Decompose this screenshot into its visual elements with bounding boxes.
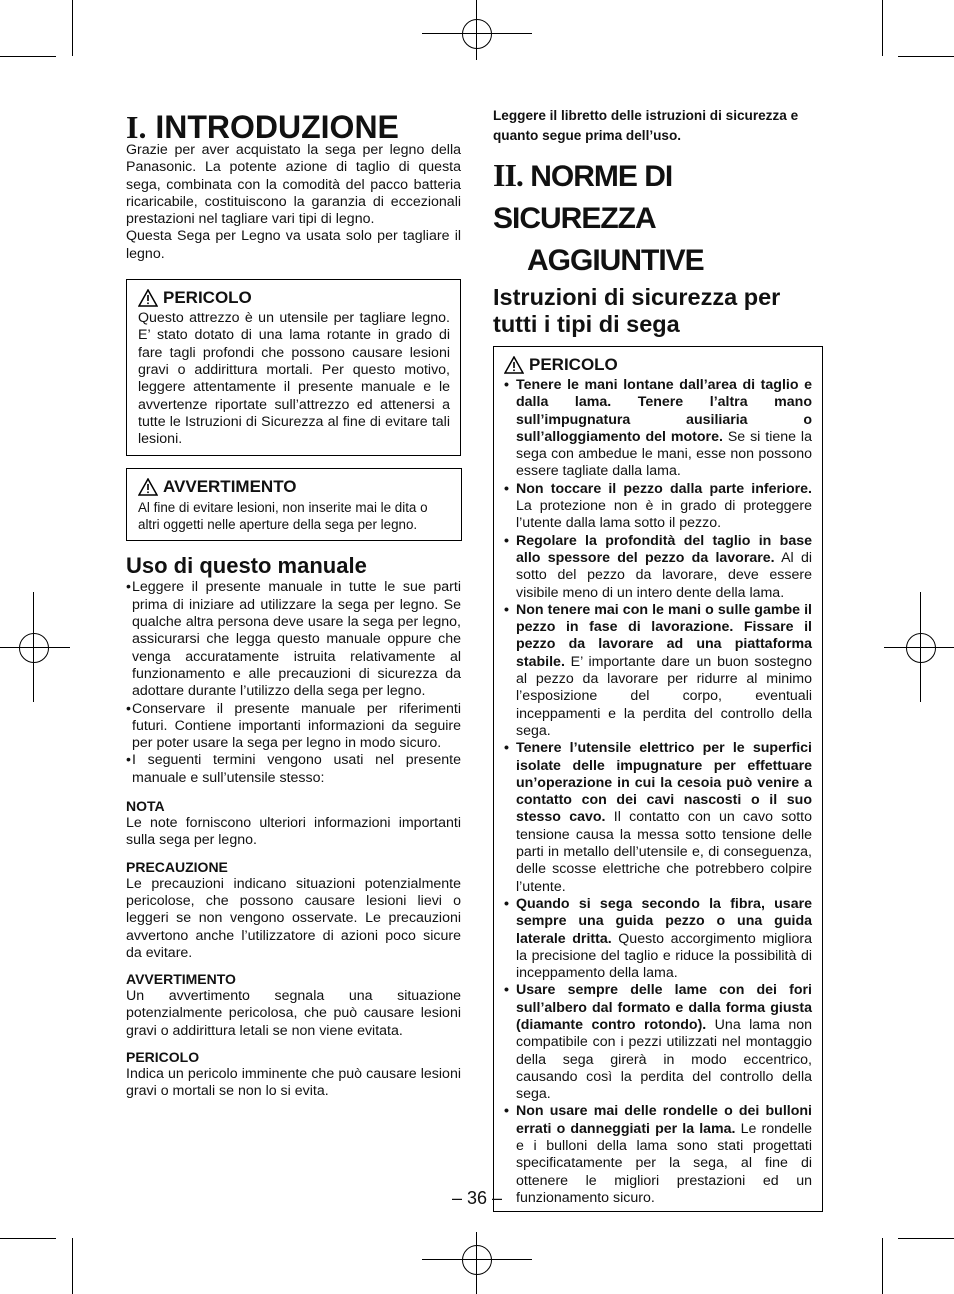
list-item: • Usare sempre delle lame con dei fori sull’albero dal formato e dalla forma giusta (diamante contro rotondo). Una lama non compatibile con i pezzi utilizzati nel montaggio della sega girerà in modo eccentrico, causando così la perdita del controllo della sega. bbox=[504, 982, 812, 1103]
avvertimento-box bbox=[126, 468, 462, 541]
crop-mark bbox=[898, 56, 954, 57]
list-item: • I seguenti termini vengono usati nel presente manuale e sull’utensile stesso: bbox=[126, 752, 461, 786]
list-item: • Quando si sega secondo la fibra, usare sempre una guida pezzo o una guida laterale dritta. Questo accorgimento migliora la precisione del taglio e riduce la possibilità di inceppamento della lama. bbox=[504, 895, 813, 982]
uso-list bbox=[126, 579, 461, 787]
crop-mark bbox=[0, 56, 56, 57]
intro-paragraph: Grazie per aver acquistato la sega per legno della Panasonic. La potente azione di taglio di questa sega, combinata con la comodità del pacco batteria ricaricabile, costituiscono la garanzia di eccezionali prestazioni nel tagliare vari tipi di legno. bbox=[126, 142, 461, 228]
term-desc: Le note forniscono ulteriori informazioni importanti sulla sega per legno. bbox=[126, 815, 461, 849]
term-desc: Un avvertimento segnala una situazione potenzialmente pericolosa, che può causare lesioni gravi o addirittura letali se non viene evitata. bbox=[126, 988, 461, 1039]
pericolo-box bbox=[126, 279, 461, 456]
page-number: – 36 – bbox=[451, 1188, 503, 1208]
section-title-text: NORME DI SICUREZZA bbox=[493, 160, 673, 235]
pericolo-label: PERICOLO bbox=[163, 288, 252, 308]
term-block bbox=[126, 858, 461, 962]
section-title-text: INTRODUZIONE bbox=[155, 109, 399, 145]
box-title bbox=[138, 288, 450, 308]
pericolo-text: Questo attrezzo è un utensile per tagliare legno. E’ stato dotato di una lama rotante in grado di fare tagli profondi che possono causare lesioni gravi o addirittura mortali. Per questo motivo, leggere attentamente il presente manuale e le avvertenze riportate sull’attrezzo ed attenersi a tutte le Istruzioni di Sicurezza al fine di evitare tali lesioni. bbox=[138, 310, 450, 448]
list-item: • Non usare mai delle rondelle o dei bulloni errati o danneggiati per la lama. Le rondelle e i bulloni della lama sono stati progettati specificatamente per la sega, al fine di ottenere le migliori prestazioni ed un funzionamento sicuro. bbox=[504, 1103, 812, 1206]
left-column bbox=[126, 108, 461, 1101]
intro-paragraph: Questa Sega per Legno va usata solo per tagliare il legno. bbox=[126, 228, 461, 262]
box-title bbox=[138, 477, 451, 497]
list-item: • Leggere il presente manuale in tutte le sue parti prima di iniziare ad utilizzare la sega per legno. Se qualche altra persona deve usare la sega per legno, assicurarsi che legga questo manuale oppure che venga accuratamente istruita relativamente al funzionamento e alle precauzioni di sicurezza da adottare durante l’utilizzo della sega per legno. bbox=[126, 579, 461, 700]
avvertimento-label: AVVERTIMENTO bbox=[163, 477, 297, 497]
crop-mark bbox=[882, 0, 883, 56]
term-title: PERICOLO bbox=[126, 1048, 200, 1065]
crop-mark bbox=[72, 1238, 73, 1294]
crop-mark bbox=[72, 0, 73, 56]
pericolo-box-right bbox=[493, 346, 823, 1212]
section-title-text: AGGIUNTIVE bbox=[527, 244, 704, 277]
list-item: • Regolare la profondità del taglio in base allo spessore del pezzo da lavorare. Al di sotto del pezzo da lavorare, deve essere visibile meno di un intero dente della lama. bbox=[504, 532, 812, 601]
list-item: • Tenere le mani lontane dall’area di taglio e dalla lama. Tenere l’altra mano sull’impugnatura ausiliaria o sull’alloggiamento del motore. Se si tiene la sega con ambedue le mani, esse non possono essere tagliate dalla lama. bbox=[504, 377, 812, 480]
crop-mark bbox=[0, 1238, 56, 1239]
term-block bbox=[126, 797, 461, 850]
warning-triangle-icon bbox=[504, 356, 524, 374]
pericolo-label: PERICOLO bbox=[529, 355, 618, 374]
section-title-introduzione bbox=[126, 108, 461, 146]
crop-mark bbox=[882, 1238, 883, 1294]
sub-heading: Istruzioni di sicurezza per tutti i tipi di sega bbox=[493, 284, 781, 337]
term-title: PRECAUZIONE bbox=[126, 858, 228, 875]
list-item: • Non toccare il pezzo dalla parte inferiore. La protezione non è in grado di proteggere l’utente dalla lama sotto il pezzo. bbox=[504, 480, 812, 532]
roman-numeral: II. bbox=[493, 157, 523, 193]
term-title: NOTA bbox=[126, 798, 165, 815]
lead-text: Leggere il libretto delle istruzioni di sicurezza e quanto segue prima dell’uso. bbox=[493, 108, 799, 143]
term-block bbox=[126, 970, 461, 1040]
warning-triangle-icon bbox=[138, 478, 158, 496]
crop-mark bbox=[898, 1238, 954, 1239]
term-desc: Indica un pericolo imminente che può causare lesioni gravi o mortali se non lo si evita. bbox=[126, 1065, 461, 1100]
avvertimento-text: Al fine di evitare lesioni, non inserite mai le dita o altri oggetti nelle aperture della sega per legno. bbox=[138, 500, 428, 533]
section-title-norme bbox=[493, 154, 828, 282]
term-desc: Le precauzioni indicano situazioni potenzialmente pericolose, che possono causare lesioni lievi o leggeri se non vengono osservate. Le precauzioni avvertono anche l’utilizzatore di azioni poco sicure da evitare. bbox=[126, 875, 461, 961]
term-title: AVVERTIMENTO bbox=[126, 971, 236, 988]
warning-triangle-icon bbox=[138, 289, 158, 307]
list-item: • Non tenere mai con le mani o sulle gambe il pezzo in fase di lavorazione. Fissare il pezzo da lavorare ad una piattaforma stabile. E’ importante dare un buon sostegno al pezzo da lavorare per ridurre al minimo l’esposizione del corpo, eventuali inceppamenti e la perdita del controllo della sega. bbox=[504, 601, 812, 739]
list-item: • Tenere l’utensile elettrico per le superfici isolate delle impugnature per effettuare un’operazione in cui la cesoia può venire a contatto con dei cavi nascosti o il suo stesso cavo. Il contatto con un cavo sotto tensione causa la messa sotto tensione delle parti in metallo dell’utensile e, di conseguenza, delle scosse elettriche che potrebbero colpire l’utente. bbox=[504, 740, 812, 895]
list-item: • Conservare il presente manuale per riferimenti futuri. Contiene importanti informazioni da seguire per poter usare la sega per legno in modo sicuro. bbox=[126, 700, 461, 752]
uso-heading: Uso di questo manuale bbox=[126, 553, 367, 579]
term-block bbox=[126, 1048, 461, 1101]
box-title bbox=[504, 355, 812, 375]
right-column bbox=[493, 106, 828, 1212]
roman-numeral: I. bbox=[126, 109, 147, 145]
